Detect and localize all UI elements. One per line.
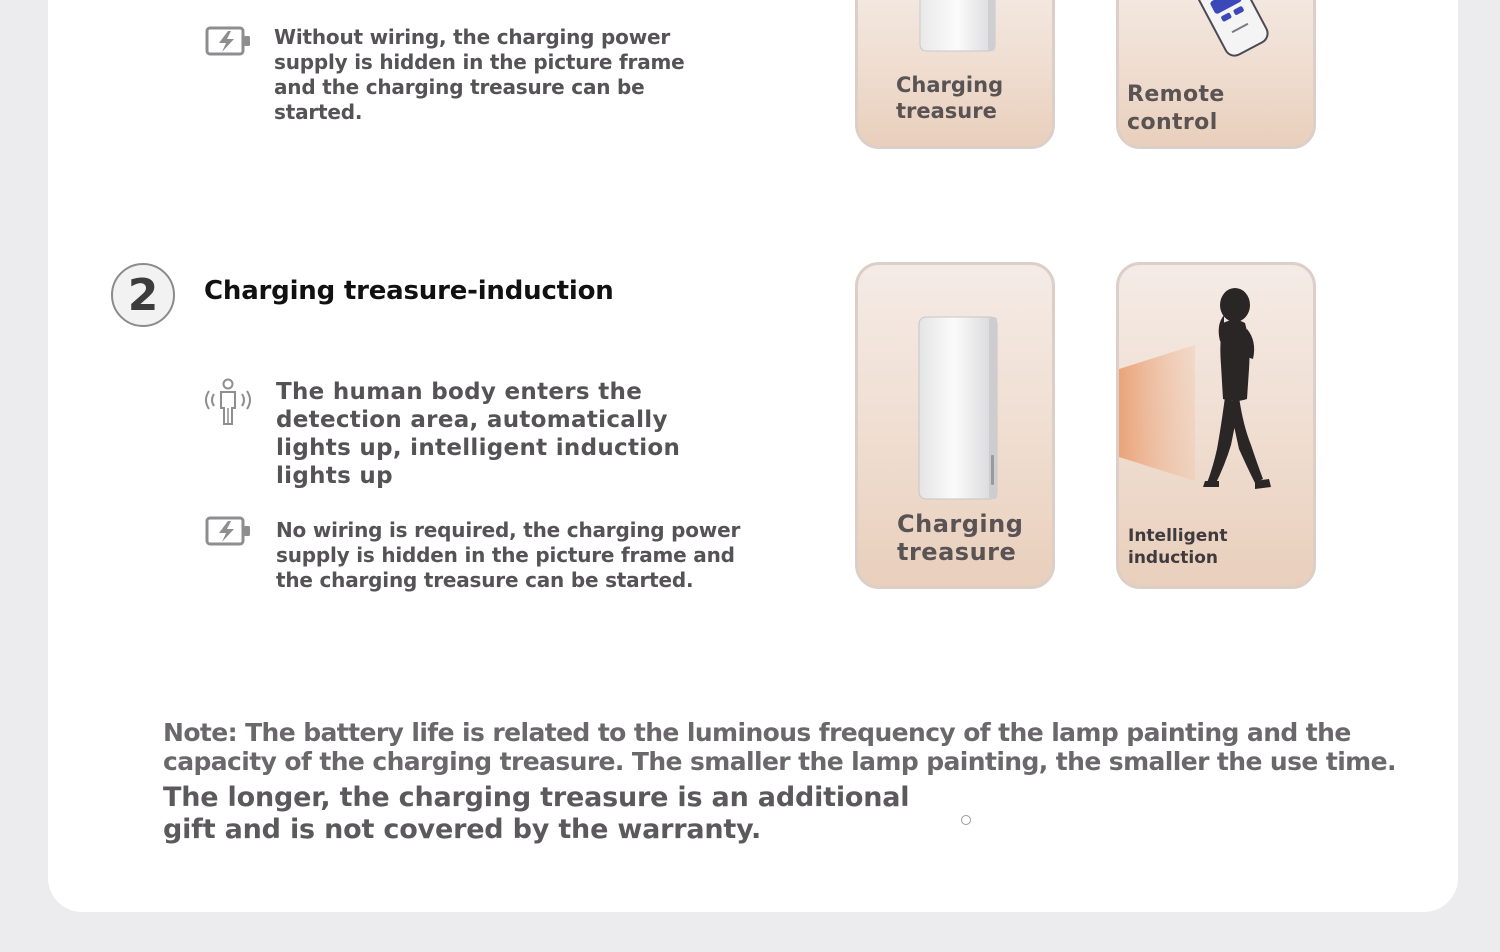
tile-label-line1: Charging xyxy=(897,510,1024,538)
tile-label: Remote control xyxy=(1127,82,1225,135)
tile-remote-control xyxy=(1116,0,1316,149)
small-circle-mark xyxy=(961,815,971,825)
tile-label-line2: treasure xyxy=(896,99,997,123)
tile-charging-treasure-1 xyxy=(855,0,1055,149)
power-bank-image xyxy=(916,315,1000,505)
section-number-badge: 2 xyxy=(111,263,175,327)
battery-charging-icon xyxy=(205,514,253,548)
tile-label-line1: Charging xyxy=(896,73,1004,97)
note-line-1: Note: The battery life is related to the luminous frequency of the lamp painting and the capacity of the charging treasure. The smaller the lamp painting, the smaller the use time. xyxy=(163,718,1396,776)
tile-charging-treasure-2 xyxy=(855,262,1055,589)
section-title: Charging treasure-induction xyxy=(204,276,614,306)
power-bank-image xyxy=(918,0,998,55)
human-sensor-icon xyxy=(205,378,251,426)
section2-wireless-text: No wiring is required, the charging power supply is hidden in the picture frame and the charging treasure can be started. xyxy=(276,518,741,592)
section2-body-text: The human body enters the detection area, automatically lights up, intelligent induction lights up xyxy=(276,379,681,489)
section1-wireless-text: Without wiring, the charging power supply is hidden in the picture frame and the charging treasure can be started. xyxy=(274,25,685,124)
battery-charging-icon xyxy=(205,24,253,58)
remote-control-image xyxy=(1187,0,1277,63)
tile-intelligent-induction xyxy=(1116,262,1316,589)
induction-illustration xyxy=(1119,285,1313,515)
tile-label-line2: treasure xyxy=(897,538,1017,566)
tile-label: Intelligent induction xyxy=(1128,526,1228,568)
note-line-2: The longer, the charging treasure is an additional gift and is not covered by the warranty. xyxy=(163,782,910,845)
